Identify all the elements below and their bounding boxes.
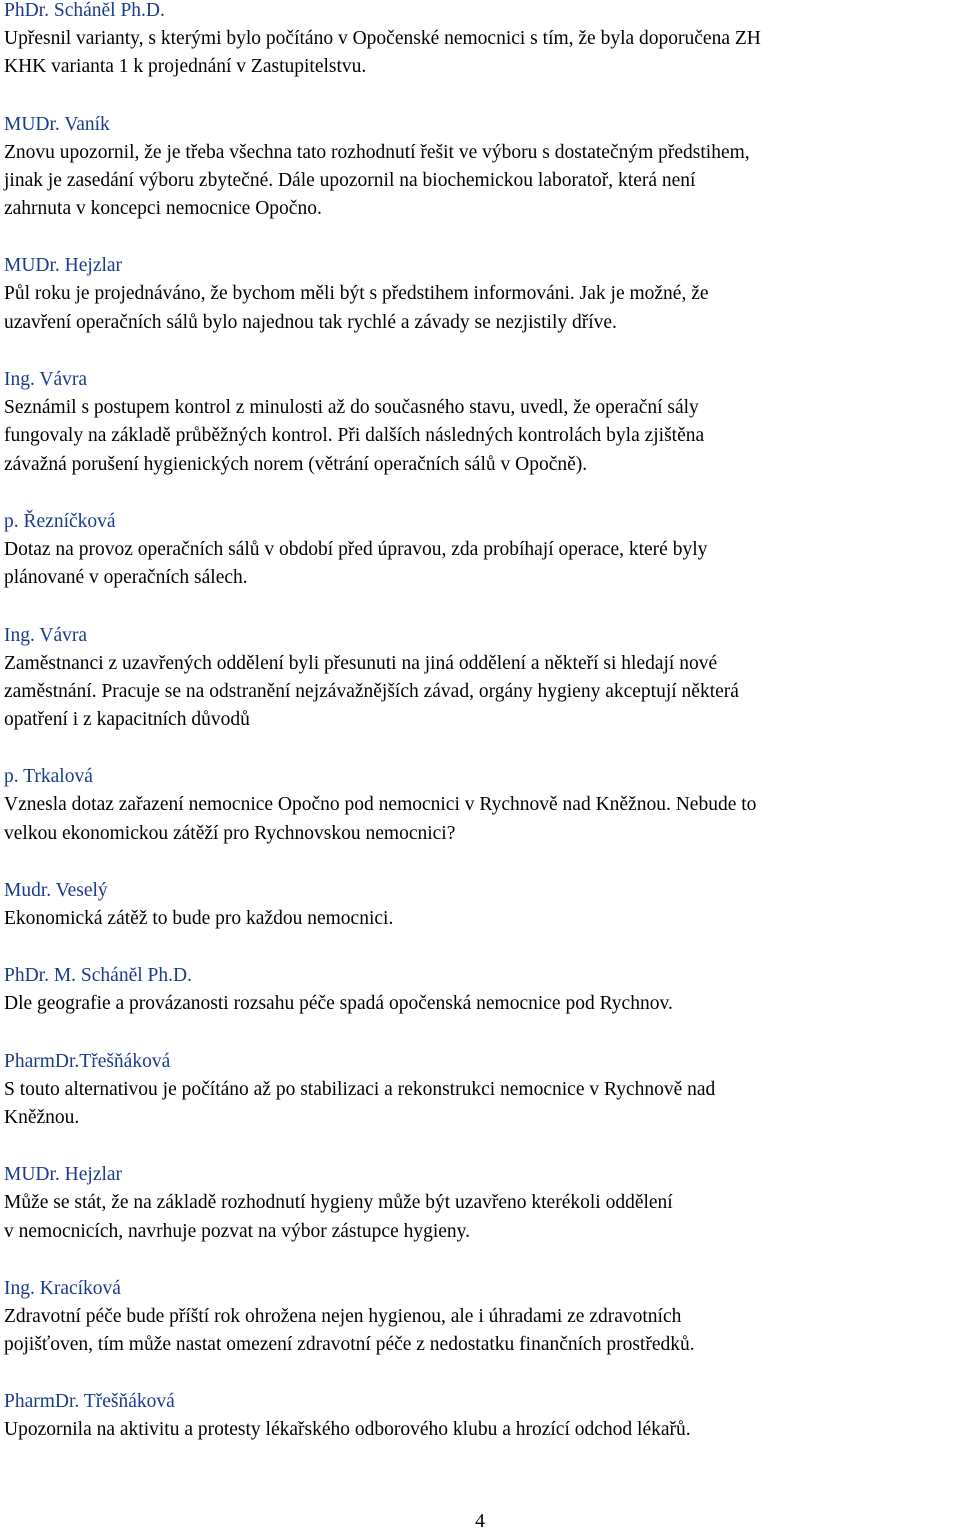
- speaker-name: p. Řezníčková: [4, 510, 116, 532]
- statement-text: Zdravotní péče bude příští rok ohrožena nejen hygienou, ale i úhradami ze zdravotních pojišťoven, tím může nastat omezení zdravotní péče z nedostatku finančních prostředků.: [4, 1305, 695, 1356]
- statement-text: Seznámil s postupem kontrol z minulosti až do současného stavu, uvedl, že operační sály fungovaly na základě průběžných kontrol. Při dalších následných kontrolách byla zjištěna závažná porušení hygienických norem (větrání operačních sálů v Opočně).: [4, 397, 705, 475]
- document-page: [4, 0, 956, 1474]
- speaker-name: p. Trkalová: [4, 766, 93, 788]
- minutes-entry: [4, 111, 956, 224]
- minutes-entry: [4, 1275, 956, 1360]
- minutes-entry: [4, 1048, 956, 1133]
- statement-text: Znovu upozornil, že je třeba všechna tato rozhodnutí řešit ve výboru s dostatečným předstihem, jinak je zasedání výboru zbytečné. Dále upozornil na biochemickou laboratoř, která není zahrnuta v koncepci nemocnice Opočno.: [4, 141, 750, 220]
- statement-text: Upřesnil varianty, s kterými bylo počítáno v Opočenské nemocnici s tím, že byla doporučena ZH KHK varianta 1 k projednání v Zastupitelstvu.: [4, 28, 761, 78]
- speaker-name: MUDr. Hejzlar: [4, 255, 123, 277]
- statement-text: Zaměstnanci z uzavřených oddělení byli přesunuti na jiná oddělení a někteří si hledají nové zaměstnání. Pracuje se na odstranění nejzávažnějších závad, orgány hygieny akceptují některá opatření i z kapacitních důvodů: [4, 652, 739, 731]
- minutes-entry: [4, 252, 956, 337]
- statement-text: S touto alternativou je počítáno až po stabilizaci a rekonstrukci nemocnice v Rychnově nad Kněžnou.: [4, 1078, 716, 1128]
- minutes-entry: [4, 877, 956, 933]
- minutes-entry: [4, 1161, 956, 1246]
- speaker-name: Ing. Vávra: [4, 369, 88, 391]
- statement-text: Ekonomická zátěž to bude pro každou nemocnici.: [4, 908, 394, 930]
- speaker-name: Ing. Vávra: [4, 624, 88, 646]
- page-number: 4: [475, 1511, 485, 1532]
- statement-text: Dotaz na provoz operačních sálů v období před úpravou, zda probíhají operace, které byly plánované v operačních sálech.: [4, 538, 708, 589]
- minutes-entry: [4, 962, 956, 1018]
- statement-text: Dle geografie a provázanosti rozsahu péče spadá opočenská nemocnice pod Rychnov.: [4, 993, 673, 1015]
- statement-text: Vznesla dotaz zařazení nemocnice Opočno pod nemocnici v Rychnově nad Kněžnou. Nebude to velkou ekonomickou zátěží pro Rychnovskou nemocnici?: [4, 794, 757, 844]
- speaker-name: PhDr. Schánĕl Ph.D.: [4, 0, 165, 21]
- minutes-entry: [4, 763, 956, 848]
- speaker-name: Ing. Kracíková: [4, 1277, 121, 1299]
- speaker-name: Mudr. Veselý: [4, 880, 108, 902]
- speaker-name: PhDr. M. Schánĕl Ph.D.: [4, 965, 192, 987]
- minutes-entry: [4, 622, 956, 735]
- statement-text: Upozornila na aktivitu a protesty lékařského odborového klubu a hrozící odchod lékařů.: [4, 1419, 691, 1441]
- speaker-name: PharmDr.Třešňáková: [4, 1050, 171, 1072]
- minutes-entry: [4, 0, 956, 82]
- minutes-entry: [4, 366, 956, 479]
- speaker-name: MUDr. Vaník: [4, 113, 110, 135]
- minutes-entry: [4, 1388, 956, 1444]
- statement-text: Půl roku je projednáváno, že bychom měli být s předstihem informováni. Jak je možné, že uzavření operačních sálů bylo najednou tak rychlé a závady se nezjistily dříve.: [4, 283, 709, 333]
- speaker-name: PharmDr. Třešňáková: [4, 1391, 175, 1413]
- statement-text: Může se stát, že na základě rozhodnutí hygieny může být uzavřeno kterékoli oddělení v nemocnicích, navrhuje pozvat na výbor zástupce hygieny.: [4, 1192, 673, 1242]
- minutes-entry: [4, 508, 956, 593]
- speaker-name: MUDr. Hejzlar: [4, 1164, 123, 1186]
